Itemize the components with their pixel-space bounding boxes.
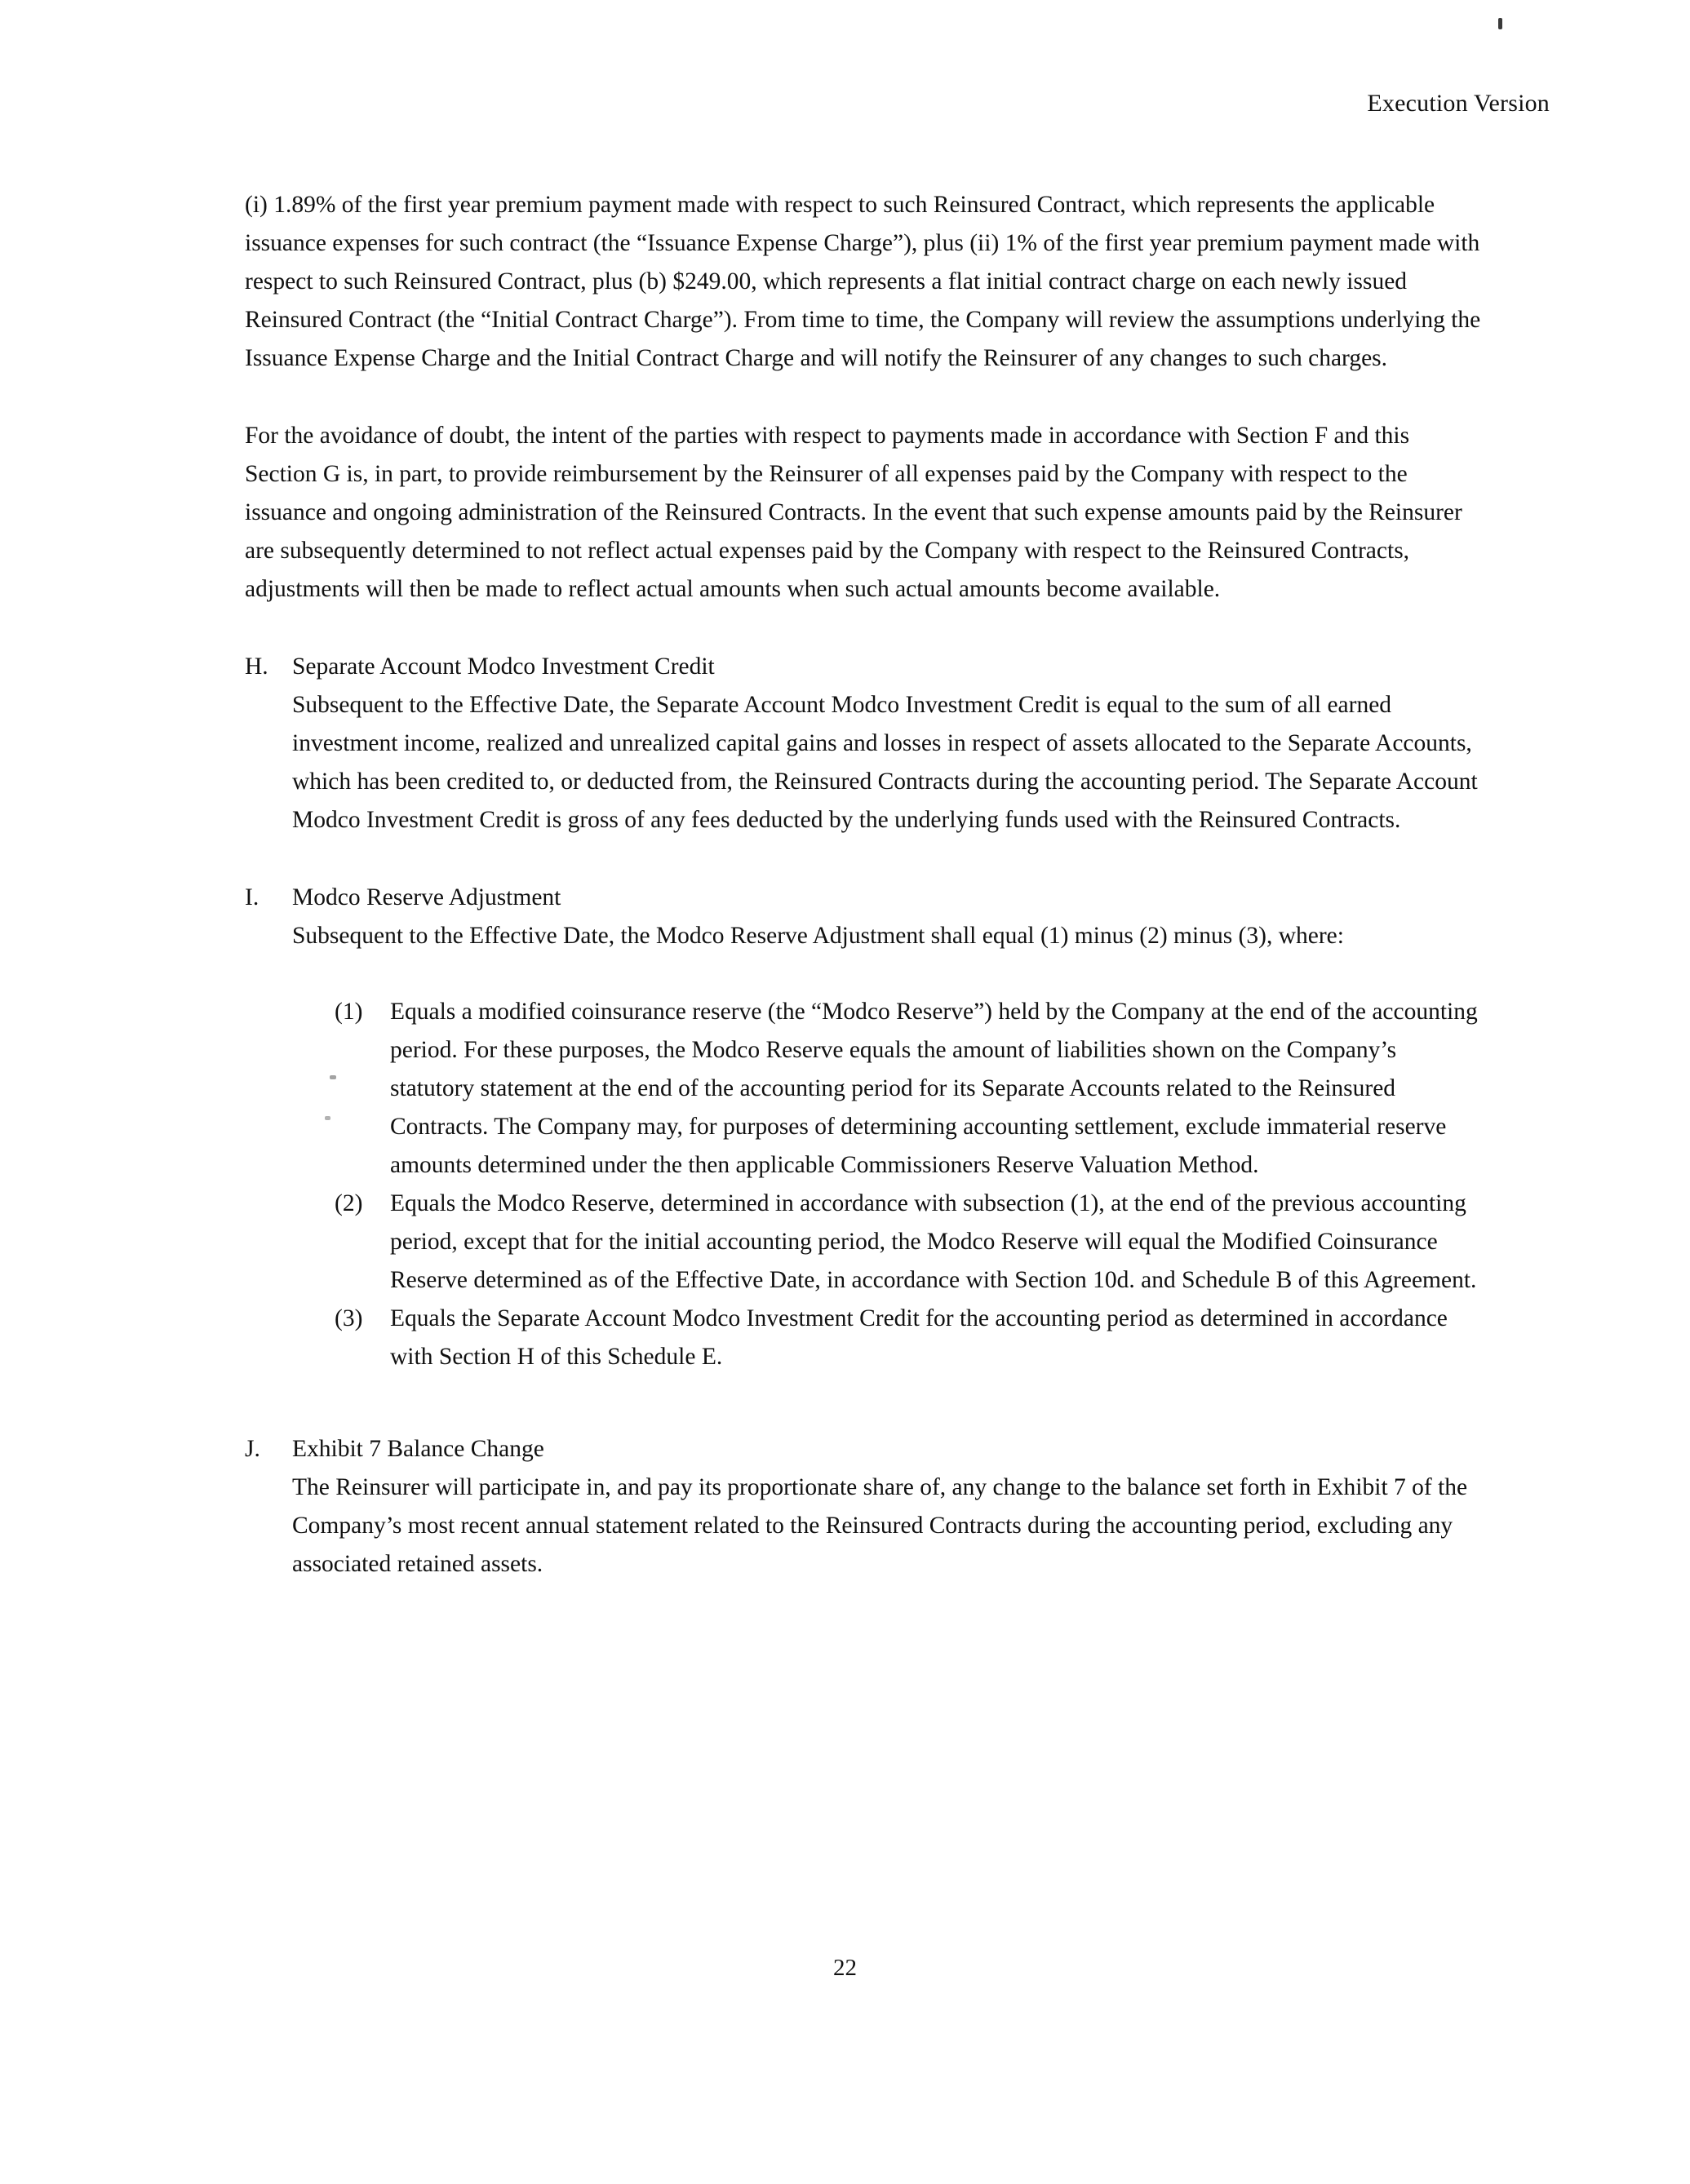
section-j-marker: J. bbox=[245, 1436, 260, 1462]
page-header-execution-version: Execution Version bbox=[1367, 90, 1550, 117]
list-item bbox=[335, 1185, 1481, 1300]
scan-artifact-smudge bbox=[325, 1116, 330, 1120]
list-item-text: Equals the Separate Account Modco Investment Credit for the accounting period as determined in accordance with Section H of this Schedule E. bbox=[390, 1305, 1448, 1370]
list-item-text: Equals the Modco Reserve, determined in accordance with subsection (1), at the end of the previous accounting period, except that for the initial accounting period, the Modco Reserve will equal the Modified Coinsurance Reserve determined as of the Effective Date, in accordance with Section 10d. and Schedule B of this Agreement. bbox=[390, 1190, 1477, 1293]
section-j-title: Exhibit 7 Balance Change bbox=[292, 1436, 544, 1462]
section-h bbox=[245, 648, 1481, 839]
list-item bbox=[335, 1300, 1481, 1376]
list-item-number: (2) bbox=[335, 1190, 363, 1216]
list-item-number: (3) bbox=[335, 1305, 363, 1331]
section-j bbox=[245, 1430, 1481, 1584]
section-j-body: The Reinsurer will participate in, and pay its proportionate share of, any change to the balance set forth in Exhibit 7 of the Company’s most recent annual statement related to the Reinsured Contracts during the accounting period, excluding any associated retained assets. bbox=[292, 1474, 1468, 1577]
paragraph-avoidance-of-doubt: For the avoidance of doubt, the intent of the parties with respect to payments made in accordance with Section F and this Section G is, in part, to provide reimbursement by the Reinsurer of all expenses paid by the Company with respect to the issuance and ongoing administration of the Reinsured Contracts. In the event that such expense amounts paid by the Reinsurer are subsequently determined to not reflect actual expenses paid by the Company with respect to the Reinsured Contracts, adjustments will then be made to reflect actual amounts when such actual amounts become available. bbox=[245, 423, 1462, 602]
list-item bbox=[335, 993, 1481, 1185]
page-number: 22 bbox=[833, 1955, 857, 1981]
section-i-subitems bbox=[292, 993, 1481, 1376]
section-i-body: Subsequent to the Effective Date, the Modco Reserve Adjustment shall equal (1) minus (2) minus (3), where: bbox=[292, 923, 1344, 949]
section-i-marker: I. bbox=[245, 884, 259, 910]
scan-artifact-speck bbox=[1498, 18, 1502, 29]
document-body bbox=[245, 186, 1481, 1623]
list-item-number: (1) bbox=[335, 999, 363, 1025]
paragraph-issuance-expense-charge: (i) 1.89% of the first year premium payment made with respect to such Reinsured Contract, which represents the applicable issuance expenses for such contract (the “Issuance Expense Charge”), plus (ii) 1% of the first year premium payment made with respect to such Reinsured Contract, plus (b) $249.00, which represents a flat initial contract charge on each newly issued Reinsured Contract (the “Initial Contract Charge”). From time to time, the Company will review the assumptions underlying the Issuance Expense Charge and the Initial Contract Charge and will notify the Reinsurer of any changes to such charges. bbox=[245, 192, 1481, 371]
section-i bbox=[245, 879, 1481, 1376]
list-item-text: Equals a modified coinsurance reserve (the “Modco Reserve”) held by the Company at the end of the accounting period. For these purposes, the Modco Reserve equals the amount of liabilities shown on the Company’s statutory statement at the end of the accounting period for its Separate Accounts related to the Reinsured Contracts. The Company may, for purposes of determining accounting settlement, exclude immaterial reserve amounts determined under the then applicable Commissioners Reserve Valuation Method. bbox=[390, 999, 1478, 1178]
section-h-marker: H. bbox=[245, 653, 268, 680]
section-i-title: Modco Reserve Adjustment bbox=[292, 884, 561, 910]
section-spacer bbox=[245, 1415, 1481, 1430]
section-h-title: Separate Account Modco Investment Credit bbox=[292, 653, 715, 680]
scan-artifact-smudge bbox=[330, 1075, 336, 1079]
section-h-body: Subsequent to the Effective Date, the Separate Account Modco Investment Credit is equal to the sum of all earned investment income, realized and unrealized capital gains and losses in respect of assets allocated to the Separate Accounts, which has been credited to, or deducted from, the Reinsured Contracts during the accounting period. The Separate Account Modco Investment Credit is gross of any fees deducted by the underlying funds used with the Reinsured Contracts. bbox=[292, 692, 1478, 833]
